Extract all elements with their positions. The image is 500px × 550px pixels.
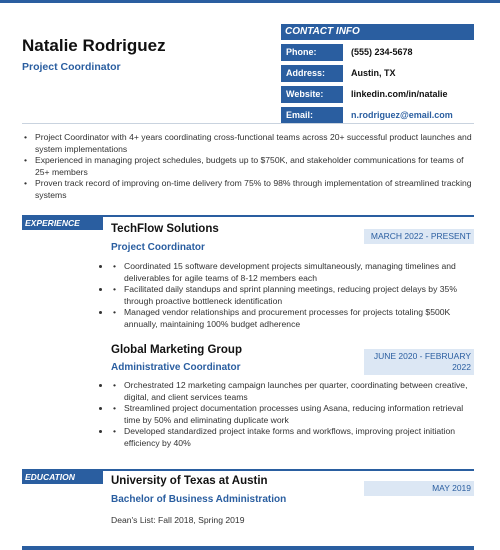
job-date: MARCH 2022 - PRESENT <box>364 229 474 244</box>
education-note: Dean's List: Fall 2018, Spring 2019 <box>111 515 245 525</box>
job-bullet: • • Developed standardized project intake forms and workflows, improving project initiation efficiency by 40% <box>111 426 471 449</box>
job-bullet: • • Managed vendor relationships and procurement processes for projects totaling $500K annually, maintaining 100% budget adherence <box>111 307 471 330</box>
contact-value-address: Austin, TX <box>351 68 396 78</box>
job-bullets <box>111 380 471 450</box>
summary-item: • Project Coordinator with 4+ years coordinating cross-functional teams across 20+ successful product launches and system implementations <box>22 132 478 155</box>
school-name: University of Texas at Austin <box>111 475 268 487</box>
contact-value-website[interactable]: linkedin.com/in/natalie <box>351 89 448 99</box>
job-role: Administrative Coordinator <box>111 362 241 373</box>
experience-label: EXPERIENCE <box>22 217 103 230</box>
candidate-title: Project Coordinator <box>22 61 121 73</box>
contact-value-phone: (555) 234-5678 <box>351 47 413 57</box>
contact-panel <box>281 24 474 124</box>
contact-label: Address: <box>281 65 343 82</box>
bottom-accent-bar <box>22 546 474 550</box>
job-bullet: • • Orchestrated 12 marketing campaign launches per quarter, coordinating between creative, digital, and client services teams <box>111 380 471 403</box>
top-accent-rule <box>0 0 500 3</box>
section-gap <box>103 471 105 484</box>
contact-label: Phone: <box>281 44 343 61</box>
header-divider <box>22 123 474 124</box>
contact-row-phone <box>281 44 474 61</box>
section-gap <box>103 217 105 230</box>
candidate-name: Natalie Rodriguez <box>22 36 166 55</box>
job-date: JUNE 2020 - FEBRUARY 2022 <box>364 349 474 375</box>
contact-row-email <box>281 107 474 124</box>
summary-item: • Experienced in managing project schedules, budgets up to $750K, and stakeholder communications for teams of 25+ members <box>22 155 478 178</box>
contact-heading: CONTACT INFO <box>281 24 474 40</box>
degree: Bachelor of Business Administration <box>111 494 287 505</box>
contact-value-email[interactable]: n.rodriguez@email.com <box>351 110 453 120</box>
summary-item: • Proven track record of improving on-time delivery from 75% to 98% through implementation of streamlined tracking systems <box>22 178 478 201</box>
education-label: EDUCATION <box>22 471 103 484</box>
education-date: MAY 2019 <box>364 481 474 496</box>
job-org: TechFlow Solutions <box>111 223 219 235</box>
contact-label: Email: <box>281 107 343 124</box>
job-bullet: • • Streamlined project documentation processes using Asana, reducing information retrieval time by 50% and eliminating duplicate work <box>111 403 471 426</box>
contact-row-website <box>281 86 474 103</box>
summary-section <box>22 132 478 202</box>
job-bullet: • • Facilitated daily standups and sprint planning meetings, reducing project delays by 35% through proactive bottleneck identification <box>111 284 471 307</box>
contact-label: Website: <box>281 86 343 103</box>
job-org: Global Marketing Group <box>111 344 242 356</box>
job-role: Project Coordinator <box>111 242 205 253</box>
job-bullets <box>111 261 471 331</box>
contact-row-address <box>281 65 474 82</box>
job-bullet: • • Coordinated 15 software development projects simultaneously, managing timelines and deliverables for agile teams of 8-12 members each <box>111 261 471 284</box>
